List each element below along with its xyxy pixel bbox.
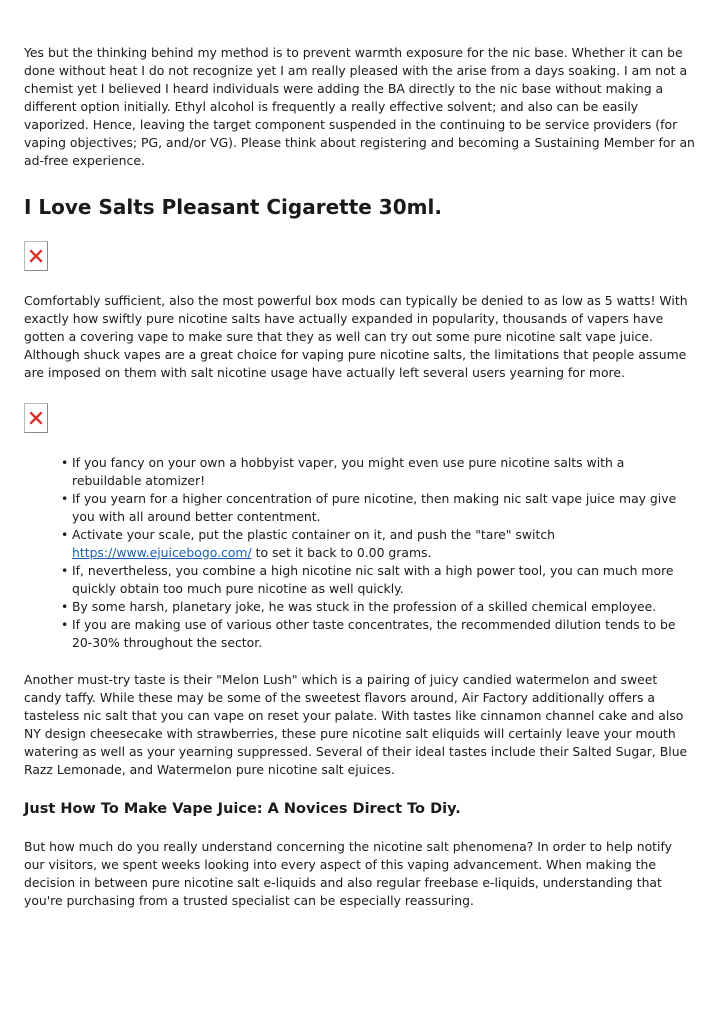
list-item-text: to set it back to 0.00 grams. bbox=[251, 545, 432, 560]
bullet-marker: • bbox=[61, 599, 69, 614]
list-item bbox=[61, 490, 696, 526]
list-item bbox=[61, 562, 696, 598]
list-item bbox=[61, 454, 696, 490]
list-item bbox=[61, 526, 696, 562]
bullet-marker: • bbox=[61, 563, 69, 578]
list-item-text: If you yearn for a higher concentration of pure nicotine, then making nic salt vape juice may give you with all around better contentment. bbox=[72, 491, 677, 524]
bullet-list bbox=[24, 454, 696, 652]
broken-image-icon bbox=[24, 241, 48, 271]
list-item-text: By some harsh, planetary joke, he was stuck in the profession of a skilled chemical employee. bbox=[72, 599, 657, 614]
ejuicebogo-link[interactable]: https://www.ejuicebogo.com/ bbox=[72, 545, 252, 560]
list-item-text: If, nevertheless, you combine a high nicotine nic salt with a high power tool, you can much more quickly obtain too much pure nicotine as well quickly. bbox=[72, 563, 674, 596]
bullet-marker: • bbox=[61, 491, 69, 506]
list-item-text: Activate your scale, put the plastic container on it, and push the "tare" switch bbox=[72, 527, 555, 542]
bullet-marker: • bbox=[61, 527, 69, 542]
paragraph-melon-lush: Another must-try taste is their "Melon Lush" which is a pairing of juicy candied watermelon and sweet candy taffy. While these may be some of the sweetest flavors around, Air Factory additionally offers a tasteless nic salt that you can vape on reset your palate. With tastes like cinnamon channel cake and also NY design cheesecake with strawberries, these pure nicotine salt eliquids will certainly leave your mouth watering as well as your yearning suppressed. Several of their ideal tastes include their Salted Sugar, Blue Razz Lemonade, and Watermelon pure nicotine salt ejuices. bbox=[24, 672, 688, 777]
broken-image-icon bbox=[24, 403, 48, 433]
bullet-marker: • bbox=[61, 617, 69, 632]
paragraph-box-mods: Comfortably sufficient, also the most powerful box mods can typically be denied to as low as 5 watts! With exactly how swiftly pure nicotine salts have actually expanded in popularity, thousands of vapers have gotten a covering vape to make sure that they as well can try out some pure nicotine salt vape juice. Although shuck vapes are a great choice for vaping pure nicotine salts, the limitations that people assume are imposed on them with salt nicotine usage have actually left several users yearning for more. bbox=[24, 293, 688, 380]
bullet-marker: • bbox=[61, 455, 69, 470]
paragraph-intro: Yes but the thinking behind my method is to prevent warmth exposure for the nic base. Whether it can be done without heat I do not recognize yet I am really pleased with the arise from a days soaking. I am not a chemist yet I believed I heard individuals were adding the BA directly to the nic base without making a different option initially. Ethyl alcohol is frequently a really effective solvent; and also can be easily vaporized. Hence, leaving the target component suspended in the continuing to be service providers (for vaping objectives; PG, and/or VG). Please think about registering and becoming a Sustaining Member for an ad-free experience. bbox=[24, 45, 695, 168]
paragraph-nicotine-salt: But how much do you really understand concerning the nicotine salt phenomena? In order to help notify our visitors, we spent weeks looking into every aspect of this vaping advancement. When making the decision in between pure nicotine salt e-liquids and also regular freebase e-liquids, understanding that you're purchasing from a trusted specialist can be especially reassuring. bbox=[24, 839, 672, 908]
list-item-text: If you are making use of various other taste concentrates, the recommended dilution tends to be 20-30% throughout the sector. bbox=[72, 617, 676, 650]
list-item bbox=[61, 598, 696, 616]
list-item bbox=[61, 616, 696, 652]
heading-vape-juice-diy: Just How To Make Vape Juice: A Novices Direct To Diy. bbox=[24, 801, 461, 817]
list-item-text: If you fancy on your own a hobbyist vaper, you might even use pure nicotine salts with a rebuildable atomizer! bbox=[72, 455, 625, 488]
heading-salts-cigarette: I Love Salts Pleasant Cigarette 30ml. bbox=[24, 195, 442, 219]
